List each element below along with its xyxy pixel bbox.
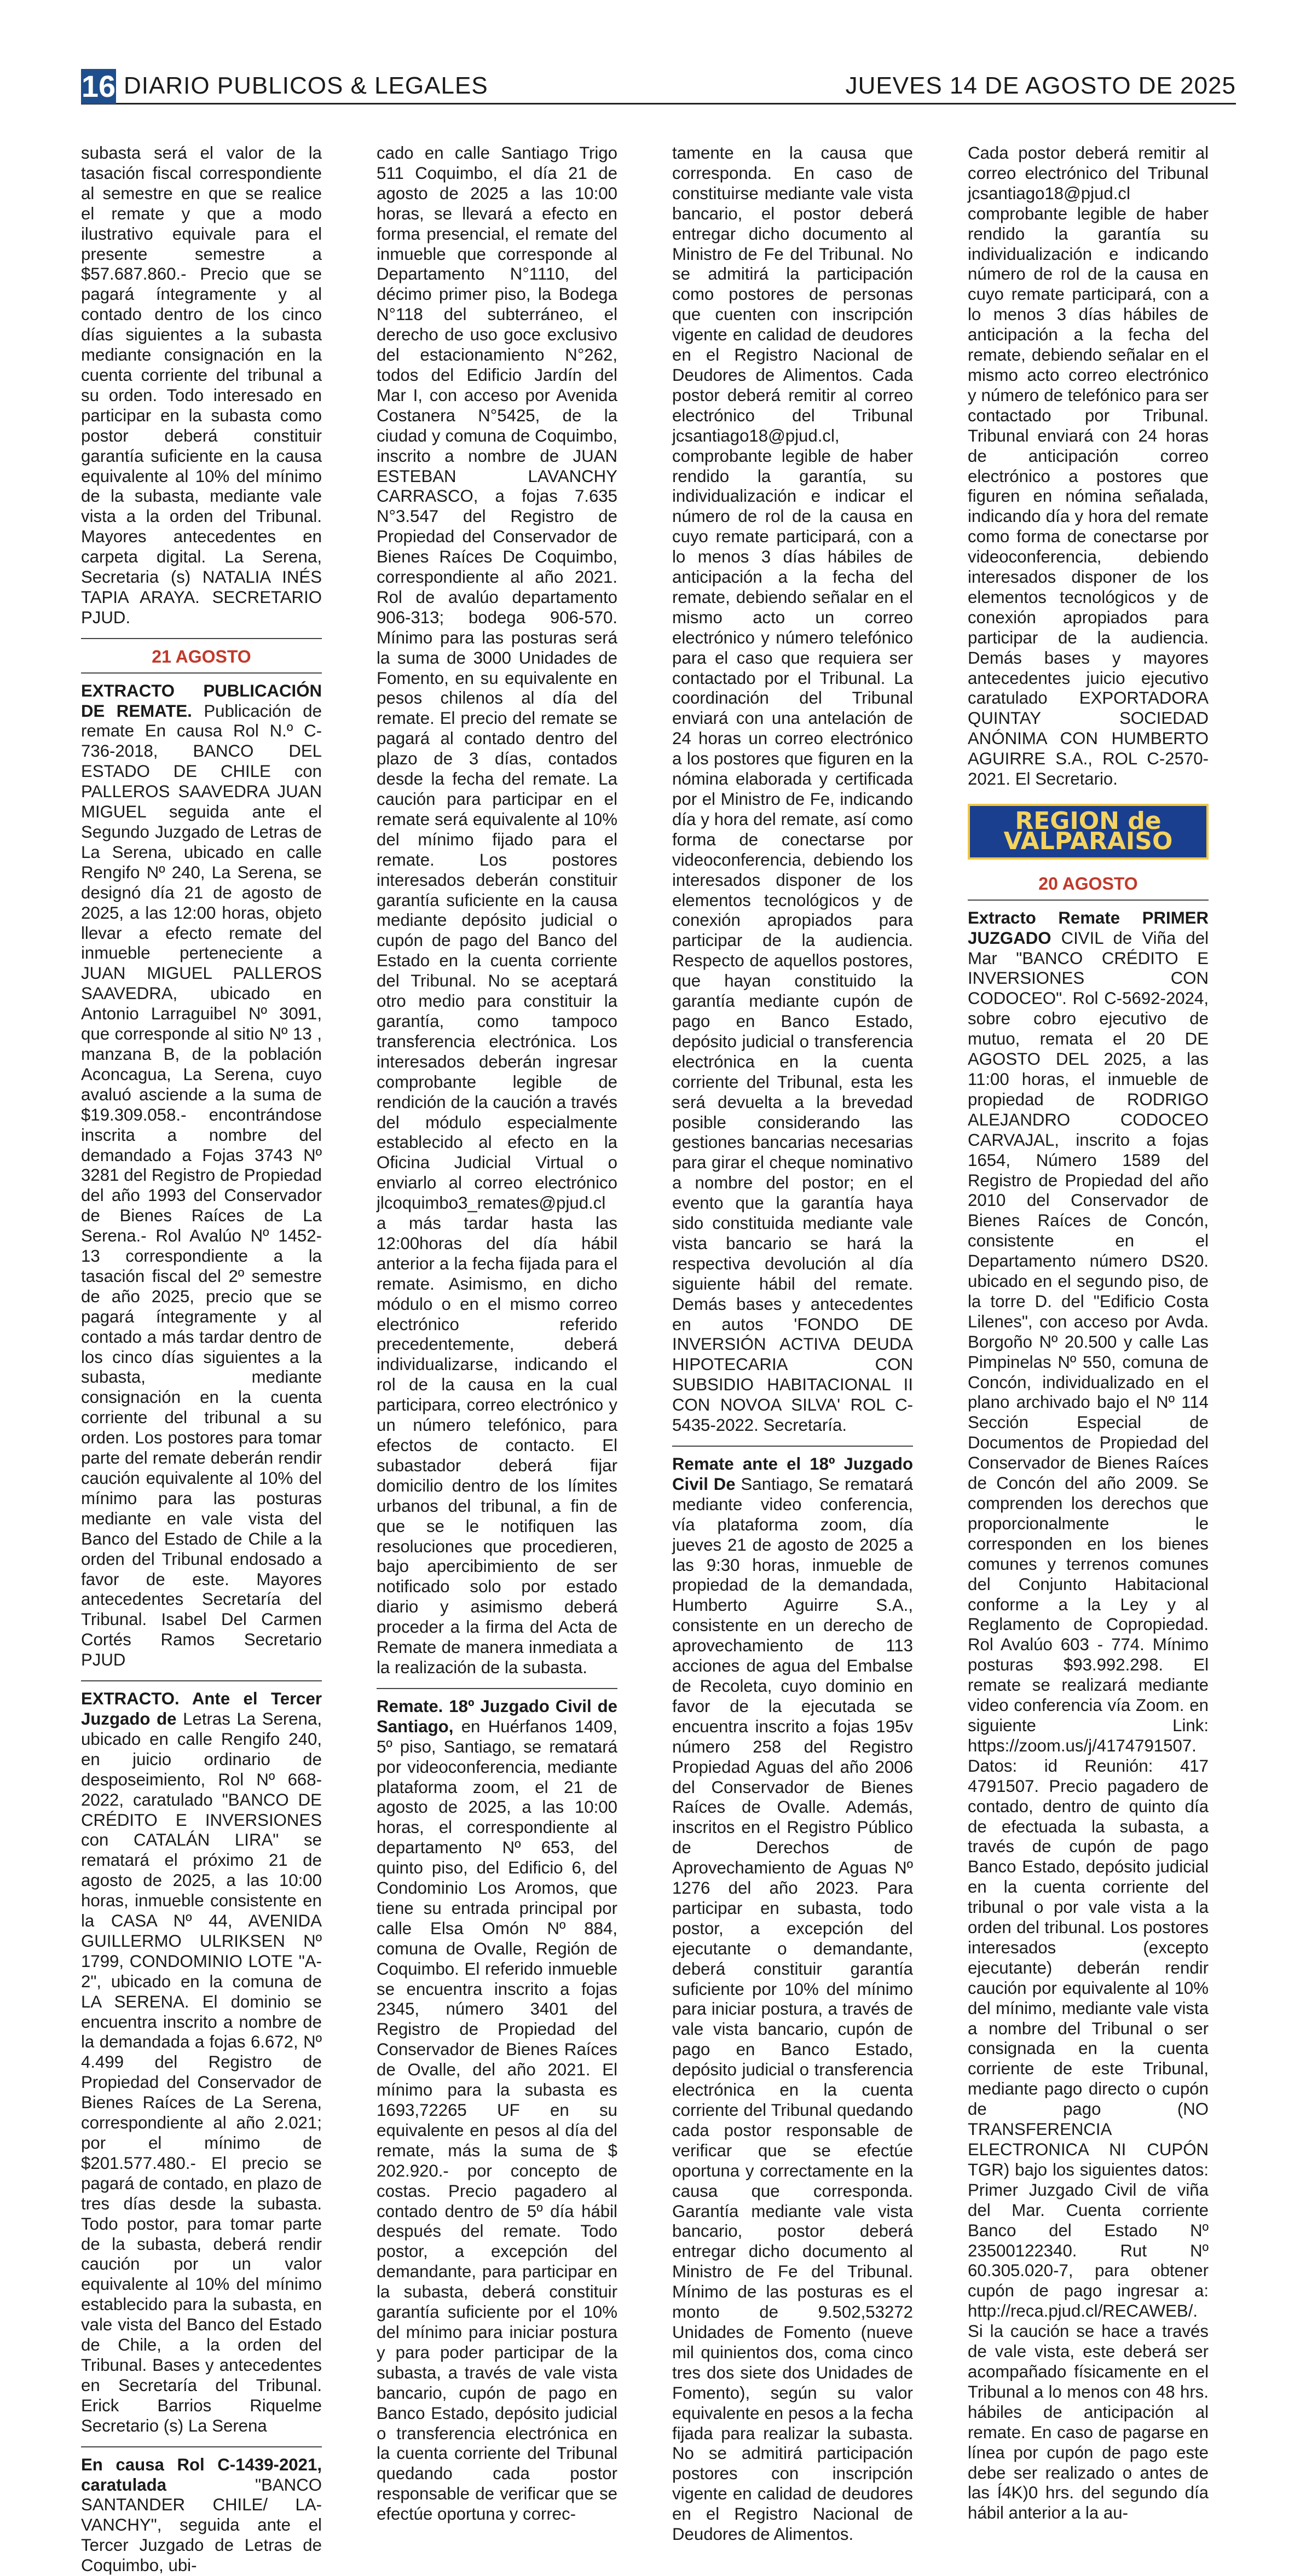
notice-text: cado en calle Santiago Trigo 511 Coquimbo, el día 21 de agosto de 2025 a las 10:00 horas, se llevará a efecto en forma presencial, el remate del inmueble que corresponde al Departamento N°1110, del décimo primer piso, la Bodega N°118 del subterráneo, el derecho de uso goce exclusivo del estacionamiento N°262, todos del Edificio Jardín del Mar I, con acceso por Avenida Costanera N°5425, de la ciudad y comuna de Coquimbo, inscrito a nombre de JUAN ESTEBAN LAVANCHY CARRASCO, a fojas 7.635 N°3.547 del Registro de Propiedad del Conservador de Bienes Raíces De Coquimbo, correspondiente al año 2021. Rol de avalúo departamento 906-313; bodega 906-570. Mínimo para las posturas será la suma de 3000 Unidades de Fomento, en su equivalente en pesos chilenos al día del remate. El precio del remate se pagará al contado dentro del plazo de 3 días, contados desde la fecha del remate. La caución para participar en el remate será equivalente al 10% del mínimo fijado para el remate. Los postores interesados deberán constituir garantía suficiente en la causa mediante depósito judicial o cupón de pago del Banco del Estado en la cuenta corriente del Tribunal. No se aceptará otro medio para constituir la garantía, como tampoco transferencia electrónica. Los interesados deberán ingresar comprobante legible de rendición de la caución a través del módulo especialmente establecido al efecto en la Oficina Judicial Virtual o enviarlo al correo electrónico jlcoquimbo3_remates@pjud.cl a más tardar hasta las 12:00horas del día hábil anterior a la fecha fijada para el remate. Asimismo, en dicho módulo o en el mismo correo electrónico referido precedentemente, deberá individualizarse, indicando el rol de la causa en la cual participara, correo electrónico y un número telefónico, para efectos de contacto. El subastador deberá fijar domicilio dentro de los límites urbanos del tribunal, a fin de que se le notifiquen las resoluciones que procedieren, bajo apercibimiento de ser notificado solo por estado diario y asimismo deberá proceder a la firma del Acta de Remate de manera inmediata a la realización de la subasta. [377, 143, 617, 1677]
page-number: 16 [81, 69, 116, 103]
divider [377, 1688, 617, 1689]
notice-text: subasta será el valor de la tasación fiscal correspondiente al semestre en que se realice el remate y que a modo ilustrativo equivale para el presente semestre a $57.687.860.- Precio que se pagará íntegramente y al contado dentro de los cinco días siguientes a la subasta mediante consignación en la cuenta corriente del tribunal a su orden. Todo interesado en participar en la subasta como postor deberá constituir garantía suficiente en la causa equivalente al 10% del mínimo de la subasta, mediante vale vista a la orden del Tribunal. Mayores antecedentes en carpeta digital. La Serena, Secretaria (s) NATALIA INÉS TAPIA ARAYA. SECRETARIO PJUD. [81, 143, 322, 627]
notice-lead: Remate. 18º Juzgado Civil de Santiago, [377, 1696, 617, 1736]
divider [672, 1446, 913, 1447]
notice-text [377, 1697, 617, 2525]
notice-text [672, 1454, 913, 2545]
notice-body: Publicación de remate En causa Rol N.º C-736-2018, BANCO DEL ESTADO DE CHILE con PALLEROS SAAVEDRA JUAN MIGUEL seguida ante el Segundo Juzgado de Letras de La Serena, ubicado en calle Rengifo Nº 240, La Serena, se designó día 21 de agosto de 2025, a las 12:00 horas, objeto llevar a efecto remate del inmueble perteneciente a JUAN MIGUEL PALLEROS SAAVEDRA, ubicado en Antonio Larraguibel Nº 3091, que corresponde al sitio Nº 13 , manzana B, de la población Aconcagua, La Serena, cuyo avaluó asciende a la suma de $19.309.058.- encontrándose inscrita a nombre del demandado a Fojas 3743 Nº 3281 del Registro de Propiedad del año 1993 del Conservador de Bienes Raíces de La Serena.- Rol Avalúo Nº 1452-13 correspondiente a la tasación fiscal del 2º semestre de año 2025, precio que se pagará íntegramente y al contado a más tardar dentro de los cinco días siguientes a la subasta, mediante consignación en la cuenta corriente del tribunal a su orden. Los postores para tomar parte del remate deberán rendir caución equivalente al 10% del mínimo para las posturas mediante en vale vista del Banco del Estado de Chile a la orden del Tribunal endosado a favor de este. Mayores antecedentes Secretaría del Tribunal. Isabel Del Carmen Cortés Ramos Secretario PJUD [81, 701, 322, 1670]
date-heading: 21 AGOSTO [152, 646, 251, 666]
notice-text [81, 2455, 322, 2576]
notice-lead: Extracto Remate PRIMER JUZGADO [968, 908, 1209, 948]
notice-lead: En causa Rol C-1439-2021, caratulada [81, 2455, 322, 2494]
divider [81, 2446, 322, 2447]
column-4 [968, 143, 1209, 2523]
notice-text: tamente en la causa que corresponda. En caso de constituirse mediante vale vista bancario, el postor deberá entregar dicho documento al Ministro de Fe del Tribunal. No se admitirá la participación como postores de personas que cuenten con inscripción vigente en calidad de deudores en el Registro Nacional de Deudores de Alimentos. Cada postor deberá remitir al correo electrónico del Tribunal jcsantiago18@pjud.cl, comprobante legible de haber rendido la garantía, su individualización e indicar el número de rol de la causa en cuyo remate participará, con a lo menos 3 días hábiles de anticipación a la fecha del remate, debiendo señalar en el mismo acto un correo electrónico y número telefónico para el caso que requiera ser contactado por el Tribunal. La coordinación del Tribunal enviará con una antelación de 24 horas un correo electrónico a los postores que figuren en la nómina elaborada y certificada por el Ministro de Fe, indicando día y hora del remate, así como forma de conectarse por videoconferencia, debiendo los interesados disponer de los elementos tecnológicos y de conexión apropiados para participar de la audiencia. Respecto de aquellos postores, que hayan constituido la garantía mediante cupón de pago en Banco Estado, depósito judicial o transferencia electrónica en la cuenta corriente del Tribunal, esta les será devuelta a la brevedad posible considerando las gestiones bancarias necesarias para girar el cheque nominativo a nombre del postor; en el evento que la garantía haya sido constituida mediante vale vista bancario se hará la respectiva devolución al día siguiente hábil del remate. Demás bases y antecedentes en autos 'FONDO DE INVERSIÓN ACTIVA DEUDA HIPOTECARIA CON SUBSIDIO HABITACIONAL II CON NOVOA SILVA' ROL C-5435-2022. Secretaría. [672, 143, 913, 1435]
column-1 [81, 143, 322, 2575]
notice-body: Santiago, Se rematará mediante video conferencia, vía plataforma zoom, día jueves 21 de agosto de 2025 a las 9:30 horas, inmueble de propiedad de la demandada, Humberto Aguirre S.A., consistente en un derecho de aprovechamiento de 113 acciones de agua del Embalse de Recoleta, cuyo dominio en favor de la ejecutada se encuentra inscrito a fojas 195v número 258 del Registro Propiedad Aguas del año 2006 del Conservador de Bienes Raíces de Ovalle. Además, inscritos en el Registro Público de Derechos de Aprovechamiento de Aguas Nº 1276 del año 2023. Para participar en subasta, todo postor, a excepción del ejecutante o demandante, deberá constituir garantía suficiente por 10% del mínimo para iniciar postura, a través de vale vista bancario, cupón de pago en Banco Estado, depósito judicial o transferencia electrónica en la cuenta corriente del Tribunal quedando cada postor responsable de verificar que se efectúe oportuna y correctamente en la causa que corresponda. Garantía mediante vale vista bancario, postor deberá entregar dicho documento al Ministro de Fe del Tribunal. Mínimo de las posturas es el monto de 9.502,53272 Unidades de Fomento (nueve mil quinientos dos, coma cinco tres dos siete dos Unidades de Fomento), según su valor equivalente en pesos a la fecha fijada para realizar la subasta. No se admitirá participación postores con inscripción vigente en calidad de deudores en el Registro Nacional de Deudores de Alimentos. [672, 1474, 913, 2544]
notice-body: en Huérfanos 1409, 5º piso, Santiago, se rematará por videoconferencia, mediante plataforma zoom, el 21 de agosto de 2025, a las 10:00 horas, el correspondiente al departamento Nº 653, del quinto piso, del Edificio 6, del Condominio Los Aromos, que tiene su entrada principal por calle Elsa Omón Nº 884, comuna de Ovalle, Región de Coquimbo. El referido inmueble se encuentra inscrito a fojas 2345, número 3401 del Registro de Propiedad del Conservador de Bienes Raíces de Ovalle, del año 2021. El mínimo para la subasta es 1693,72265 UF en su equivalente en pesos al día del remate, más la suma de $ 202.920.- por concepto de costas. Precio pagadero al contado dentro de 5º día hábil después del remate. Todo postor, a excepción del demandante, para participar en la subasta, deberá constituir garantía suficiente por el 10% del mínimo para iniciar postura y para poder participar de la subasta, a través de vale vista bancario, cupón de pago en Banco Estado, depósito judicial o transferencia electrónica en la cuenta corriente del Tribunal quedando cada postor responsable de verificar que se efectúe oportuna y correc- [377, 1716, 617, 2524]
divider [81, 638, 322, 639]
divider [81, 1680, 322, 1681]
divider [81, 672, 322, 674]
notice-text [81, 681, 322, 1670]
notice-text [81, 1689, 322, 2436]
notice-lead: EXTRACTO. Ante el Tercer Juzgado de [81, 1689, 322, 1728]
column-2 [377, 143, 617, 2524]
issue-date: JUEVES 14 DE AGOSTO DE 2025 [845, 72, 1236, 99]
region-banner: REGION de VALPARAISO [968, 804, 1209, 860]
notice-lead: EXTRACTO PUBLICACIÓN DE REMATE. [81, 681, 322, 721]
notice-body: CIVIL de Viña del Mar "BANCO CRÉDITO E INVERSIONES CON CODOCEO". Rol C-5692-2024, sobre cobro ejecutivo de mutuo, remata el 20 DE AGOSTO DEL 2025, a las 11:00 horas, el inmueble de propiedad de RODRIGO ALEJANDRO CODOCEO CARVAJAL, inscrito a fojas 1654, Número 1589 del Registro de Propiedad del año 2010 del Conservador de Bienes Raíces de Concón, consistente en el Departamento número DS20. ubicado en el segundo piso, de la torre D. del "Edificio Costa Lilenes", con acceso por Avda. Borgoño Nº 20.500 y calle Las Pimpinelas Nº 550, comuna de Concón, individualizado en el plano archivado bajo el Nº 114 Sección Especial de Documentos de Propiedad del Conservador de Bienes Raíces de Concón del año 2009. Se comprenden los derechos que proporcionalmente le corresponden en los bienes comunes y terrenos comunes del Conjunto Habitacional conforme a la Ley y al Reglamento de Copropiedad. Rol Avalúo 603 - 774. Mínimo posturas $93.992.298. El remate se realizará mediante video conferencia vía Zoom. en siguiente Link: https://zoom.us/j/4174791507. Datos: id Reunión: 417 4791507. Precio pagadero de contado, dentro de quinto día de efectuada la subasta, a través de cupón de pago Banco Estado, depósito judicial en la cuenta corriente del tribunal o por vale vista a la orden del tribunal. Los postores interesados (excepto ejecutante) deberán rendir caución por equivalente al 10% del mínimo, mediante vale vista a nombre del Tribunal o ser consignada en la cuenta corriente de este Tribunal, mediante pago directo o cupón de pago (NO TRANSFERENCIA ELECTRONICA NI CUPÓN TGR) bajo los siguientes datos: Primer Juzgado Civil de viña del Mar. Cuenta corriente Banco del Estado Nº 23500122340. Rut Nº 60.305.020-7, para obtener cupón de pago ingresar a: http://reca.pjud.cl/RECAWEB/. Si la caución se hace a través de vale vista, este deberá ser acompañado físicamente en el Tribunal a lo menos con 48 hrs. hábiles de anticipación al remate. En caso de pagarse en línea por cupón de pago este debe ser realizado o antes de las Í4K)0 hrs. del segundo día hábil anterior a la au- [968, 928, 1209, 2523]
notice-text [968, 908, 1209, 2524]
notice-lead: Remate ante el 18º Juzgado Civil De [672, 1454, 913, 1494]
divider [968, 900, 1209, 901]
column-3 [672, 143, 913, 2544]
notice-body: "BANCO SANTANDER CHILE/ LA-VANCHY", seguida ante el Tercer Juzgado de Letras de Coquimbo, ubi- [81, 2475, 322, 2575]
notice-body: Letras La Serena, ubicado en calle Rengifo 240, en juicio ordinario de desposeimiento, Rol Nº 668-2022, caratulado "BANCO DE CRÉDITO E INVERSIONES con CATALÁN LIRA" se rematará el próximo 21 de agosto de 2025, a las 10:00 horas, inmueble consistente en la CASA Nº 44, AVENIDA GUILLERMO ULRIKSEN Nº 1799, CONDOMINIO LOTE "A-2", ubicado en la comuna de LA SERENA. El dominio se encuentra inscrito a nombre de la demandada a fojas 6.672, Nº 4.499 del Registro de Propiedad del Conservador de Bienes Raíces de La Serena, correspondiente al año 2.021; por el mínimo de $201.577.480.- El precio se pagará de contado, en plazo de tres días desde la subasta. Todo postor, para tomar parte de la subasta, deberá rendir caución por un valor equivalente al 10% del mínimo establecido para la subasta, en vale vista del Banco del Estado de Chile, a la orden del Tribunal. Bases y antecedentes en Secretaría del Tribunal. Erick Barrios Riquelme Secretario (s) La Serena [81, 1709, 322, 2435]
newspaper-name: DIARIO PUBLICOS & LEGALES [124, 72, 488, 99]
notice-text: Cada postor deberá remitir al correo electrónico del Tribunal jcsantiago18@pjud.cl comprobante legible de haber rendido la garantía su individualización e indicando número de rol de la causa en cuyo remate participará, con a lo menos 3 días hábiles de anticipación a la fecha del remate, debiendo señalar en el mismo acto correo electrónico y número de telefónico para ser contactado por Tribunal. Tribunal enviará con 24 horas de anticipación correo electrónico a postores que figuren en nómina señalada, indicando día y hora del remate como forma de conectarse por videoconferencia, debiendo interesados disponer de los elementos tecnológicos y de conexión apropiados para participar de la audiencia. Demás bases y mayores antecedentes juicio ejecutivo caratulado EXPORTADORA QUINTAY SOCIEDAD ANÓNIMA CON HUMBERTO AGUIRRE S.A., ROL C-2570-2021. El Secretario. [968, 143, 1209, 789]
date-heading: 20 AGOSTO [1038, 873, 1138, 894]
page-header [81, 69, 1236, 105]
